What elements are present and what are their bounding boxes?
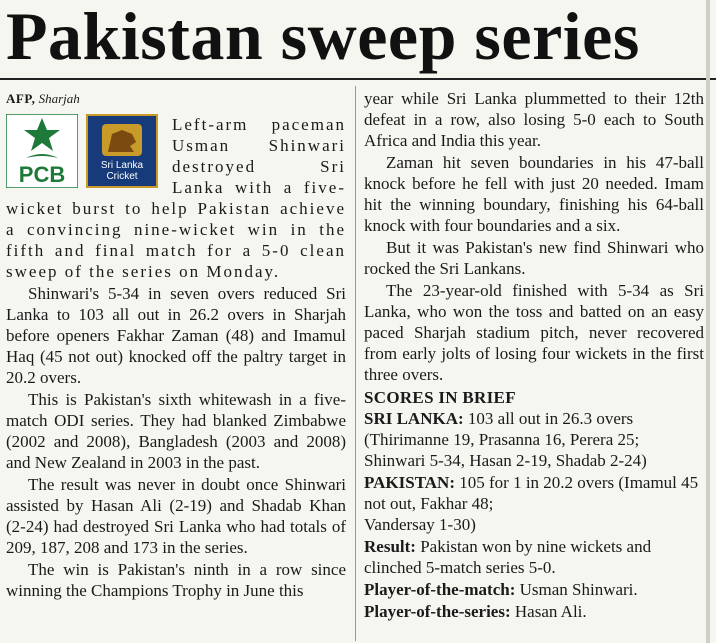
score-sri-lanka-label: SRI LANKA: [364,409,464,428]
paragraph-7: But it was Pakistan's new find Shinwari who rocked the Sri Lankans. [364,238,704,278]
byline-place: Sharjah [38,91,80,106]
potm-label: Player-of-the-match: [364,580,516,599]
player-of-the-series [364,601,704,622]
potm-text: Usman Shinwari. [515,580,638,599]
score-result [364,536,704,578]
score-pakistan-text-2: Vandersay 1-30) [364,515,476,534]
byline [6,88,346,109]
slc-logo-line1: Sri Lanka [100,160,144,171]
score-result-label: Result: [364,537,416,556]
score-result-text: Pakistan won by nine wickets and clinched 5-match series 5-0. [364,537,652,577]
headline: Pakistan sweep series [6,0,640,74]
paragraph-1: Left-arm paceman Usman Shinwari destroyed Sri Lanka with a five-wicket burst to help Pakistan achieve a convincing nine-wicket win in the fifth and final match for a 5-0 clean sweep of the series on Monday. [6,115,346,281]
score-pakistan-text: 105 for 1 in 20.2 overs (Imamul 45 not out, Fakhar 48; [364,473,699,513]
paragraph-8: The 23-year-old finished with 5-34 as Sri Lanka, who won the toss and batted on an easy paced Sharjah stadium pitch, never recovered from early jolts of losing four wickets in the first three overs. [364,281,704,384]
paragraph-5-end: year while Sri Lanka plummetted to their 12th defeat in a row, also losing 5-0 each to South Africa and India this year. [364,89,704,150]
pots-text: Hasan Ali. [510,602,587,621]
pots-label: Player-of-the-series: [364,602,511,621]
left-column [6,88,346,602]
sri-lanka-cricket-logo [86,114,158,188]
pcb-logo-text: PCB [18,162,66,187]
logos [6,114,166,192]
score-sri-lanka-text: 103 all out in 26.3 overs (Thirimanne 19, Prasanna 16, Perera 25; Shinwari 5-34, Hasan 2-19, Shadab 2-24) [364,409,647,470]
score-sri-lanka [364,408,704,471]
scores-heading: SCORES IN BRIEF [364,388,516,407]
paragraph-6: Zaman hit seven boundaries in his 47-ball knock before he fell with just 20 needed. Imam hit the winning boundary, finishing his 64-ball knock with four boundaries and a six. [364,153,704,235]
byline-agency: AFP, [6,91,36,106]
player-of-the-match [364,579,704,600]
paragraph-2: Shinwari's 5-34 in seven overs reduced Sri Lanka to 103 all out in 26.2 overs in Sharjah before openers Fakhar Zaman (48) and Imamul Haq (45 not out) knocked off the paltry target in 20.2 overs. [6,284,346,387]
column-divider [355,86,356,641]
score-pakistan-label: PAKISTAN: [364,473,455,492]
slc-logo-line2: Cricket [106,171,138,182]
paragraph-4: The result was never in doubt once Shinwari assisted by Hasan Ali (2-19) and Shadab Khan (2-24) had destroyed Sri Lanka who had totals of 209, 187, 208 and 173 in the series. [6,475,346,557]
pcb-logo [6,114,78,188]
paragraph-3: This is Pakistan's sixth whitewash in a five-match ODI series. They had blanked Zimbabwe (2002 and 2008), Bangladesh (2003 and 2008) and New Zealand in 2003 in the past. [6,390,346,472]
right-column [364,88,704,623]
score-pakistan [364,472,704,535]
headline-rule [0,78,716,80]
paragraph-5-start: The win is Pakistan's ninth in a row since winning the Champions Trophy in June this [6,560,346,600]
page-edge [706,0,710,643]
